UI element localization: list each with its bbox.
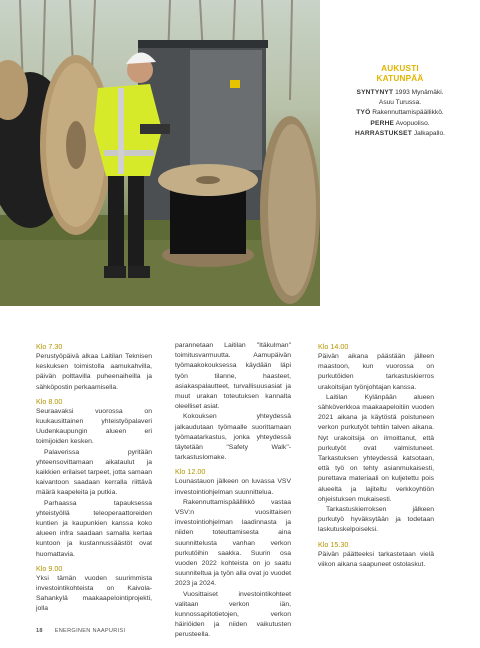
time-label: Klo 14.00: [318, 342, 349, 351]
paragraph: Kokouksen yhteydessä jalkaudutaan työmaalle suorittamaan työmaatarkastus, jonka yhteydessä täytetään "Safety Walk"-tarkastuslomake.: [175, 413, 291, 462]
paragraph: Laitilan Kylänpään alueen sähköverkkoa maakaapeloitiin vuoden 2021 aikana ja käytöstä poistuneen verkon purkutyöt tehtiin talven aikana. Nyt urakoitsija on ilmoittanut, että purkutyöt ovat valmistuneet. Tarkastuksen yhteydessä katsotaan, että työ on tehty asianmukaisesti, purettava materiaali on kuljetettu pois alueelta ja lajiteltu verkkoyhtiön ohjeistuksen mukaisesti.: [318, 393, 434, 503]
profile-name: [320, 64, 480, 84]
hero-photo: [0, 0, 320, 306]
profile-key-hobbies: HARRASTUKSET: [355, 129, 412, 137]
profile-key-job: TYÖ: [356, 109, 371, 117]
article-column-1: [36, 341, 152, 615]
worker-with-cable-reels-illustration: [0, 0, 320, 306]
profile-value-born: 1993 Mynämäki.: [395, 89, 444, 96]
profile-value-family: Avopuoliso.: [395, 119, 430, 127]
article-column-3: [318, 341, 434, 570]
profile-name-line2: KATUNPÄÄ: [376, 74, 424, 83]
paragraph: Lounastauon jälkeen on luvassa VSV investointiohjelman suunnittelua.: [175, 478, 291, 496]
paragraph: Parhaassa tapauksessa yhteistyöllä teleoperaattoreiden kuntien ja kaupunkien kanssa koko alueen infra saadaan samalla kertaa kuntoon ja kustannussäästöt ovat huomattavia.: [36, 499, 152, 558]
profile-value-job: Rakennuttamispäällikkö.: [372, 109, 444, 117]
profile-key-family: PERHE: [370, 119, 395, 127]
page-number: 18: [36, 628, 43, 634]
paragraph: Päivän aikana päästään jälleen maastoon, kun vuorossa on purkutöiden tarkastuskierros urakoitsijan työnjohtajan kanssa.: [318, 353, 434, 391]
publication-name: ENERGINEN NAAPURISI: [54, 628, 126, 634]
paragraph: Päivän päätteeksi tarkastetaan vielä viikon aikana saapuneet ostolaskut.: [318, 550, 434, 568]
paragraph: Palaverissa pyritään yhteensovittamaan aikataulut ja kaikkien erilaiset tarpeet, jotta samaan kaivantoon saadaan kerralla riittävä määrä kaapeleita ja putkia.: [36, 448, 152, 497]
paragraph: Rakennuttamispäällikkö vastaa VSV:n vuosittaisen investointiohjelman laadinnasta ja niiden toteuttamisesta aina suunnittelusta vanhan verkon purkutöihin saakka. Suurin osa vuoden 2022 kohteista on jo saatu suunniteltua ja työn alla ovat jo vuodet 2023 ja 2024.: [175, 498, 291, 588]
paragraph: Perustyöpäivä alkaa Laitilan Teknisen keskuksen toimistolla aamukahvilla, päivän polttavilla puheenaiheilla ja sähköpostin perkaamisella.: [36, 353, 152, 391]
profile-box: [320, 0, 480, 306]
profile-row: [320, 119, 480, 129]
time-label: Klo 9.00: [36, 563, 63, 573]
time-label: Klo 7.30: [36, 342, 63, 351]
profile-value-residence: Asuu Turussa.: [378, 99, 422, 107]
profile-details: [320, 88, 480, 139]
profile-row: [320, 108, 480, 118]
profile-value-hobbies: Jalkapallo.: [413, 129, 445, 137]
profile-name-line1: AUKUSTI: [381, 64, 419, 73]
paragraph: Yksi tämän vuoden suurimmista investointikohteista on Kaivola-Sahankylä maakaapelointiprojekti, jolla: [36, 574, 152, 613]
paragraph: Tarkastuskierroksen jälkeen purkutyö hyväksytään ja todetaan laskutuskelpoiseksi.: [318, 506, 434, 534]
article-column-2: [175, 341, 291, 641]
profile-row: [320, 129, 480, 139]
profile-key-born: SYNTYNYT: [356, 89, 394, 96]
paragraph: parannetaan Laitilan "Itäkulman" toimitusvarmuutta. Aamupäivän työmaakokouksessa käydään läpi työn tilanne, haasteet, asiakaspalautteet, turvallisuusasiat ja muut urakan toteutuksen kannalta oleelliset asiat.: [175, 342, 291, 411]
time-label: Klo 15.30: [318, 539, 349, 549]
time-label: Klo 12.00: [175, 467, 206, 477]
paragraph: Vuosittaiset investointikohteet valitaan verkon iän, kunnossapitotietojen, verkon häiriöiden ja niiden vaikutusten perusteella.: [175, 590, 291, 639]
profile-row: [320, 88, 480, 98]
page-footer: [36, 627, 125, 635]
paragraph: Seuraavaksi vuorossa on kuukausittainen yhteistyöpalaveri Uudenkaupungin alueen eri toimijoiden kesken.: [36, 407, 152, 446]
time-label: Klo 8.00: [36, 396, 63, 406]
profile-row: [320, 98, 480, 108]
